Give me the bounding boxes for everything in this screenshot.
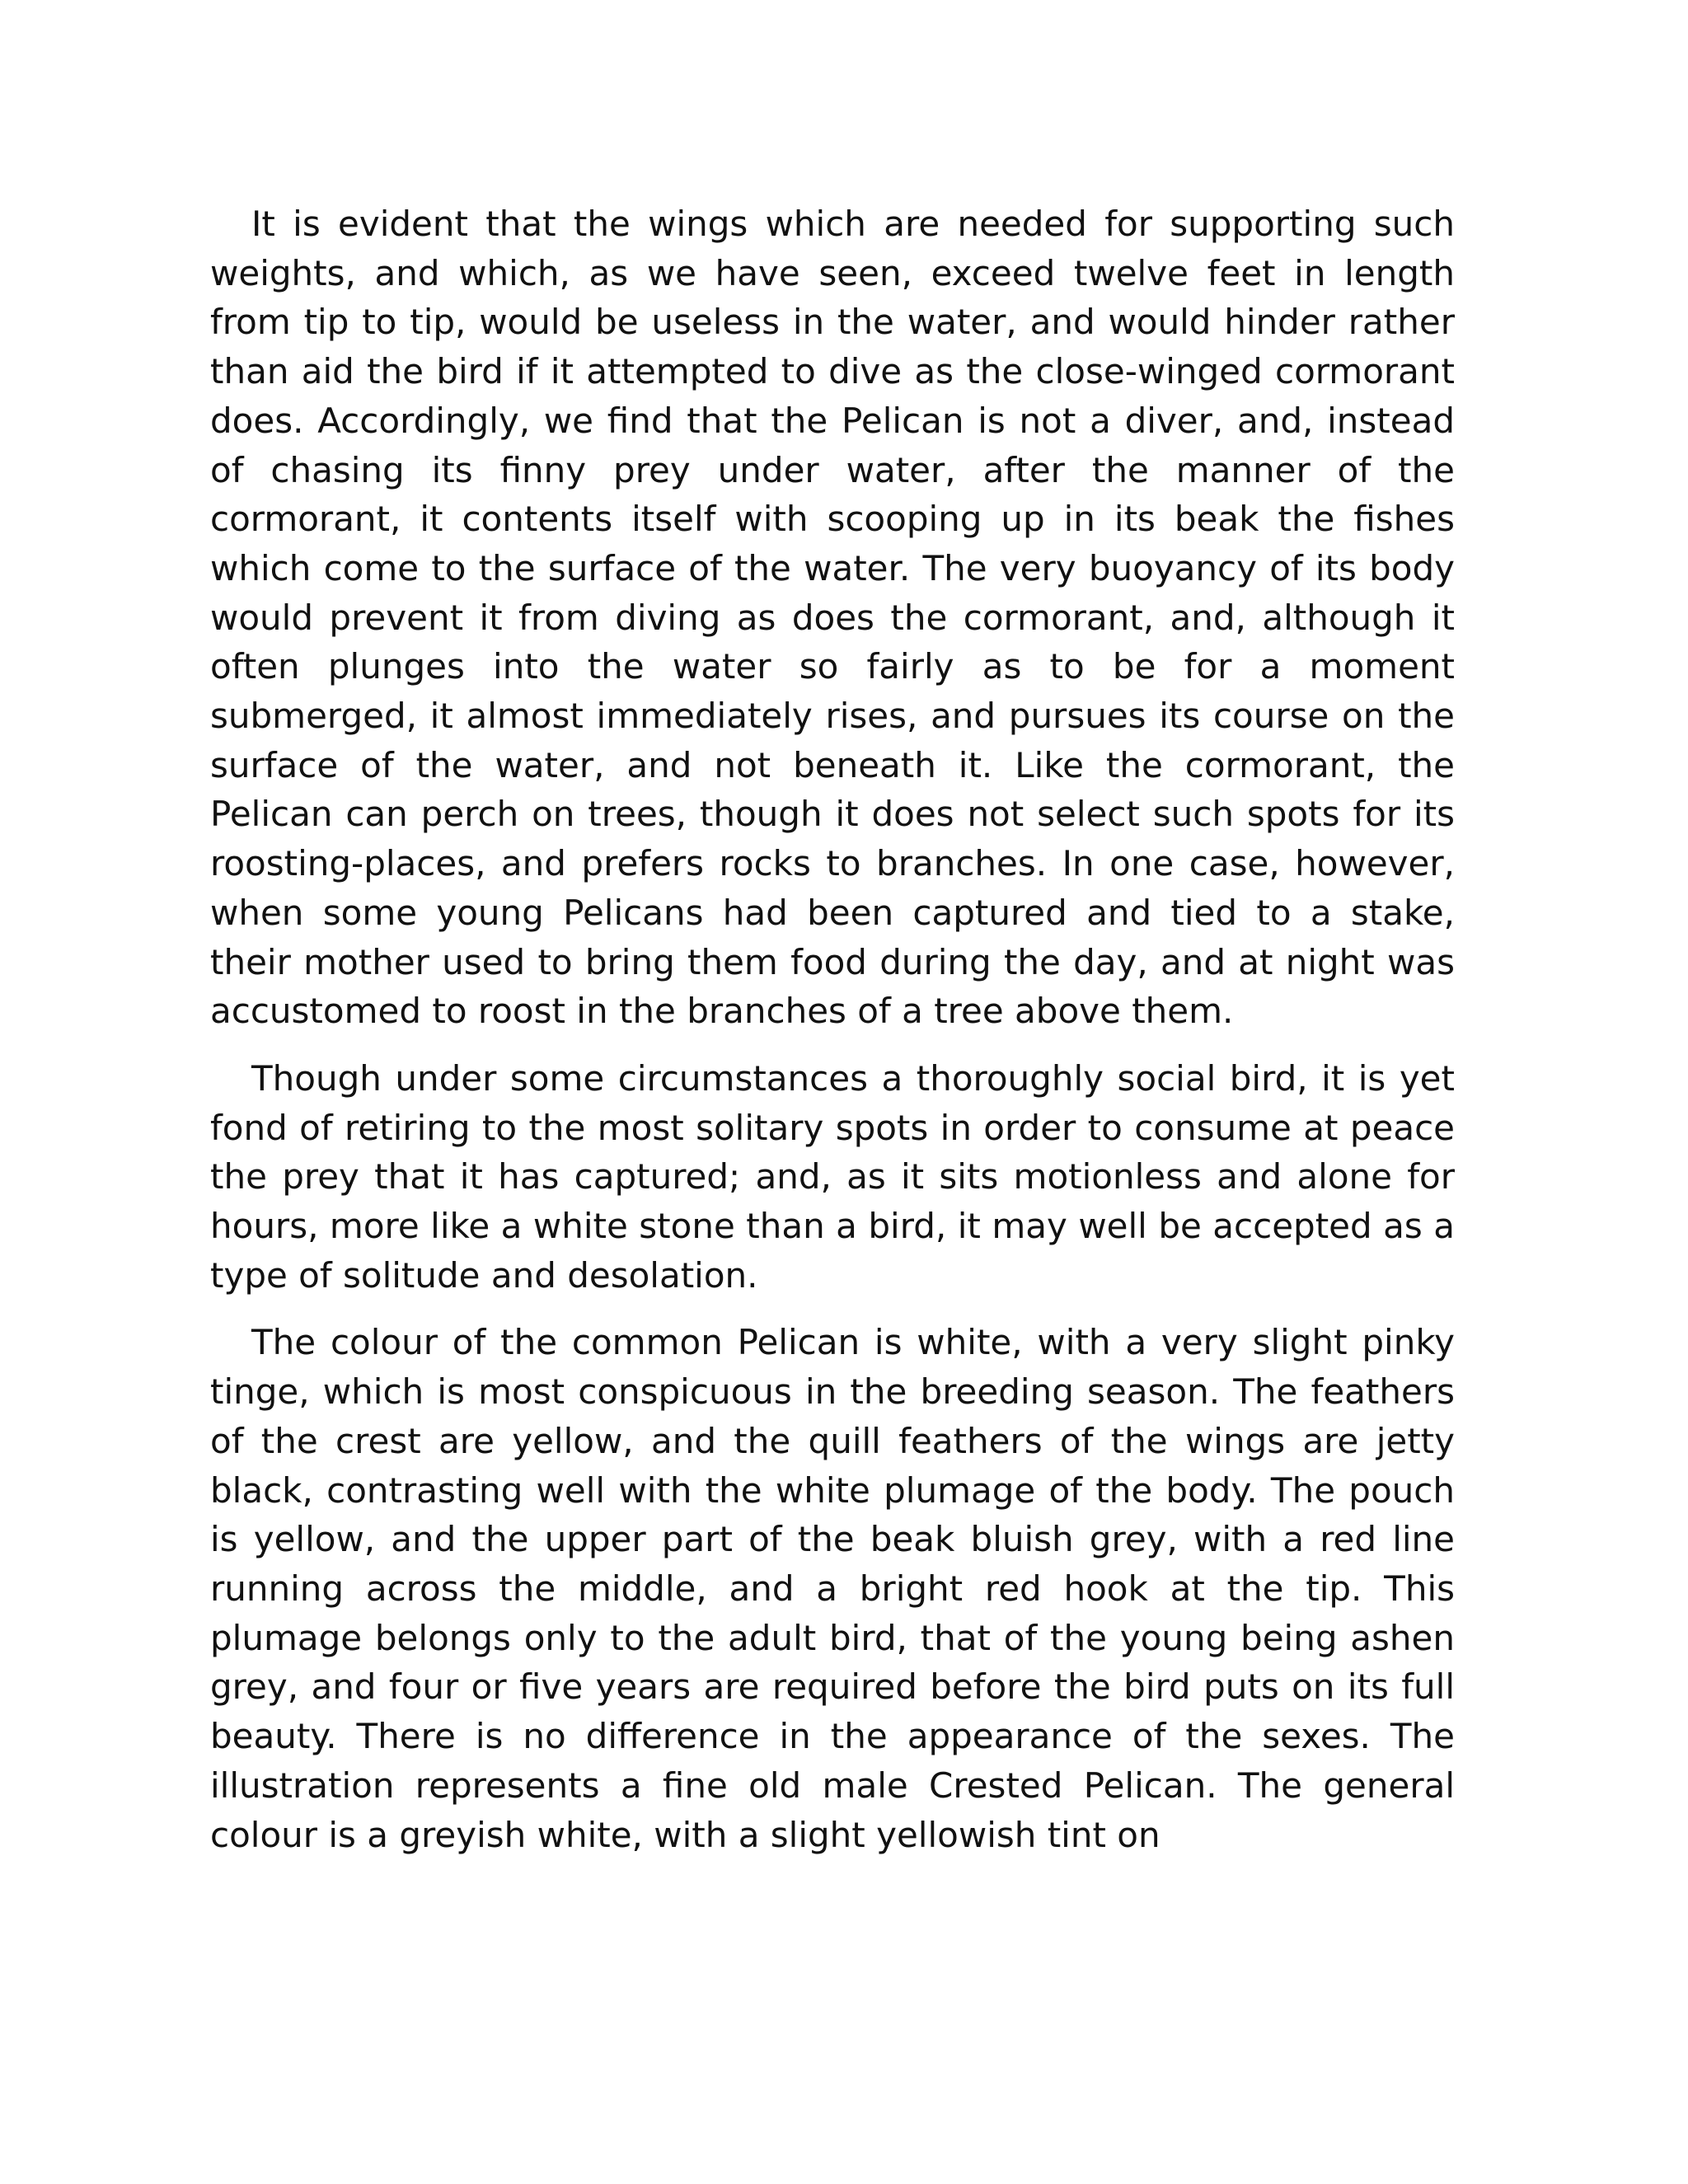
paragraph-3: The colour of the common Pelican is white, with a very slight pinky tinge, which is most conspicuous in the breeding season. The feathers of the crest are yellow, and the quill feathers of the wings are jetty black, contrasting well with the white plumage of the body. The pouch is yellow, and the upper part of the beak bluish grey, with a red line running across the middle, and a bright red hook at the tip. This plumage belongs only to the adult bird, that of the young being ashen grey, and four or five years are required before the bird puts on its full beauty. There is no difference in the appearance of the sexes. The illustration represents a fine old male Crested Pelican. The general colour is a greyish white, with a slight yellowish tint on	[210, 1322, 1455, 1855]
page-body	[210, 199, 1455, 1859]
paragraph-1: It is evident that the wings which are needed for supporting such weights, and which, as we have seen, exceed twelve feet in length from tip to tip, would be useless in the water, and would hinder rather than aid the bird if it attempted to dive as the close-winged cormorant does. Accordingly, we find that the Pelican is not a diver, and, instead of chasing its finny prey under water, after the manner of the cormorant, it contents itself with scooping up in its beak the fishes which come to the surface of the water. The very buoyancy of its body would prevent it from diving as does the cormorant, and, although it often plunges into the water so fairly as to be for a moment submerged, it almost immediately rises, and pursues its course on the surface of the water, and not beneath it. Like the cormorant, the Pelican can perch on trees, though it does not select such spots for its roosting-places, and prefers rocks to branches. In one case, however, when some young Pelicans had been captured and tied to a stake, their mother used to bring them food during the day, and at night was accustomed to roost in the branches of a tree above them.	[210, 204, 1455, 1032]
paragraph-2: Though under some circumstances a thoroughly social bird, it is yet fond of retiring to the most solitary spots in order to consume at peace the prey that it has captured; and, as it sits motionless and alone for hours, more like a white stone than a bird, it may well be accepted as a type of solitude and desolation.	[210, 1057, 1455, 1296]
